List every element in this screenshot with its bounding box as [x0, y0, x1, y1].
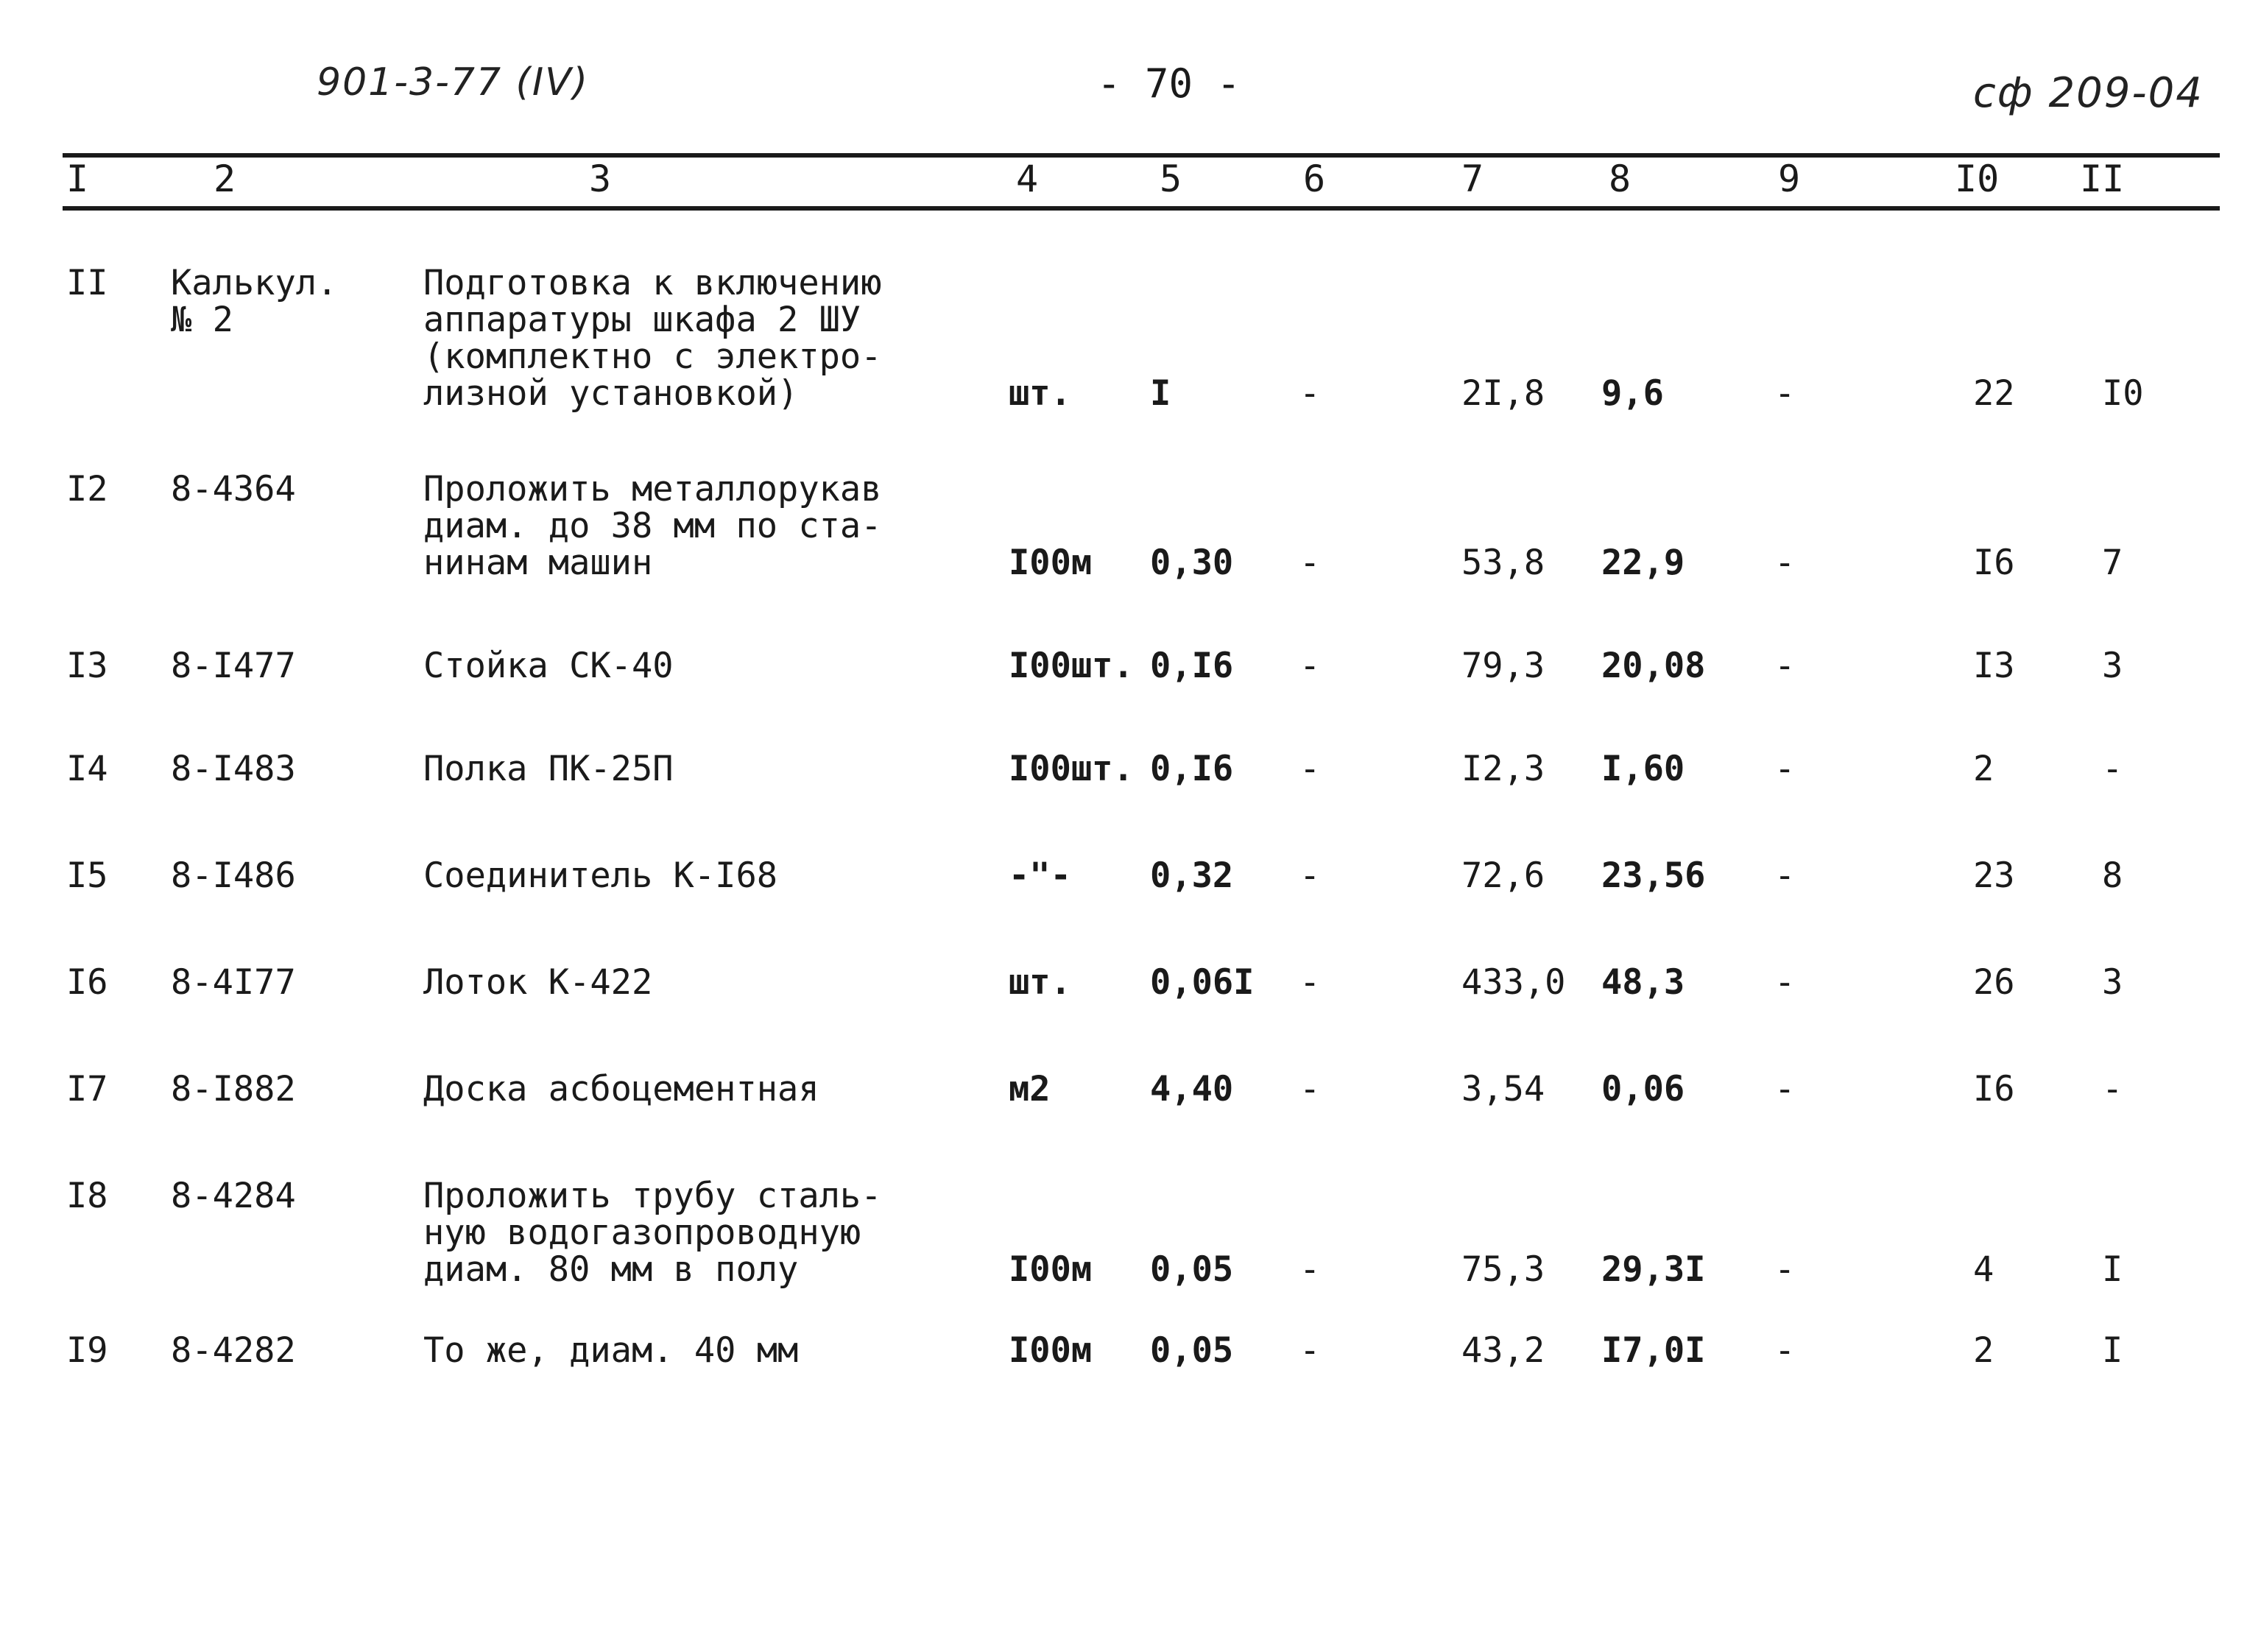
code-cell: 8-I882	[171, 1069, 296, 1109]
col11-cell: 3	[2102, 646, 2123, 686]
quantity-cell: I	[1150, 373, 1171, 414]
col6-cell: -	[1299, 749, 1321, 789]
col11-cell: I	[2102, 1249, 2123, 1290]
col11-cell: I	[2102, 1330, 2123, 1371]
col6-cell: -	[1299, 373, 1321, 414]
row-number-cell: II	[66, 263, 108, 303]
col10-cell: 23	[1973, 855, 2015, 896]
col6-cell: -	[1299, 646, 1321, 686]
row-number-cell: I2	[66, 469, 108, 509]
column-header: I0	[1955, 158, 2000, 200]
col8-cell: I7,0I	[1601, 1330, 1706, 1371]
col11-cell: -	[2102, 749, 2123, 789]
col10-cell: 2	[1973, 749, 1994, 789]
column-header: I	[66, 158, 89, 200]
col8-cell: 9,6	[1601, 373, 1664, 414]
unit-cell: шт.	[1009, 962, 1071, 1003]
col8-cell: I,60	[1601, 749, 1685, 789]
unit-cell: I00шт.	[1009, 646, 1134, 686]
page-number: - 70 -	[1097, 60, 1241, 107]
col7-cell: 72,6	[1461, 855, 1545, 896]
unit-cell: I00шт.	[1009, 749, 1134, 789]
row-number-cell: I5	[66, 855, 108, 896]
header-bottom-rule	[63, 206, 2220, 211]
col9-cell: -	[1774, 646, 1796, 686]
col9-cell: -	[1774, 1069, 1796, 1109]
col9-cell: -	[1774, 1330, 1796, 1371]
col10-cell: I6	[1973, 1069, 2015, 1109]
quantity-cell: 0,05	[1150, 1249, 1234, 1290]
sheet-code: сф 209-04	[1973, 69, 2204, 117]
col9-cell: -	[1774, 962, 1796, 1003]
code-cell: 8-4284	[171, 1176, 296, 1216]
row-number-cell: I8	[66, 1176, 108, 1216]
col7-cell: 433,0	[1461, 962, 1566, 1003]
code-cell: 8-I477	[171, 646, 296, 686]
col10-cell: I6	[1973, 543, 2015, 583]
unit-cell: I00м	[1009, 1330, 1093, 1371]
col6-cell: -	[1299, 543, 1321, 583]
col10-cell: 2	[1973, 1330, 1994, 1371]
header-top-rule	[63, 153, 2220, 158]
code-cell: 8-4282	[171, 1330, 296, 1371]
row-number-cell: I9	[66, 1330, 108, 1371]
col11-cell: -	[2102, 1069, 2123, 1109]
quantity-cell: 0,I6	[1150, 646, 1234, 686]
unit-cell: I00м	[1009, 543, 1093, 583]
col11-cell: I0	[2102, 373, 2144, 414]
quantity-cell: 0,30	[1150, 543, 1234, 583]
col9-cell: -	[1774, 855, 1796, 896]
col8-cell: 29,3I	[1601, 1249, 1706, 1290]
column-header: 3	[589, 158, 612, 200]
col10-cell: 26	[1973, 962, 2015, 1003]
col9-cell: -	[1774, 543, 1796, 583]
col7-cell: 3,54	[1461, 1069, 1545, 1109]
col7-cell: 79,3	[1461, 646, 1545, 686]
quantity-cell: 0,06I	[1150, 962, 1255, 1003]
work-description-cell: Полка ПК-25П	[423, 749, 674, 789]
col7-cell: 75,3	[1461, 1249, 1545, 1290]
unit-cell: -"-	[1009, 855, 1071, 896]
col6-cell: -	[1299, 855, 1321, 896]
col6-cell: -	[1299, 962, 1321, 1003]
work-description-cell: Стойка СК-40	[423, 646, 674, 686]
col8-cell: 23,56	[1601, 855, 1706, 896]
quantity-cell: 0,I6	[1150, 749, 1234, 789]
col8-cell: 22,9	[1601, 543, 1685, 583]
column-header: 2	[214, 158, 236, 200]
col8-cell: 48,3	[1601, 962, 1685, 1003]
code-cell: Калькул. № 2	[171, 263, 338, 340]
unit-cell: I00м	[1009, 1249, 1093, 1290]
row-number-cell: I6	[66, 962, 108, 1003]
col11-cell: 7	[2102, 543, 2123, 583]
column-header: 9	[1778, 158, 1801, 200]
work-description-cell: Лоток К-422	[423, 962, 653, 1003]
column-header: 7	[1461, 158, 1484, 200]
row-number-cell: I3	[66, 646, 108, 686]
column-header: II	[2080, 158, 2125, 200]
col7-cell: I2,3	[1461, 749, 1545, 789]
col7-cell: 53,8	[1461, 543, 1545, 583]
column-header: 8	[1609, 158, 1632, 200]
col11-cell: 8	[2102, 855, 2123, 896]
document-code: 901-3-77 (IV)	[317, 60, 590, 105]
col6-cell: -	[1299, 1330, 1321, 1371]
quantity-cell: 0,32	[1150, 855, 1234, 896]
work-description-cell: Проложить металлорукав диам. до 38 мм по ста- нинам машин	[423, 469, 882, 583]
work-description-cell: Подготовка к включению аппаратуры шкафа 2 ШУ (комплектно с электро- лизной установкой)	[423, 263, 882, 414]
col6-cell: -	[1299, 1069, 1321, 1109]
col9-cell: -	[1774, 1249, 1796, 1290]
unit-cell: м2	[1009, 1069, 1051, 1109]
work-description-cell: То же, диам. 40 мм	[423, 1330, 799, 1371]
col10-cell: I3	[1973, 646, 2015, 686]
col9-cell: -	[1774, 373, 1796, 414]
col10-cell: 4	[1973, 1249, 1994, 1290]
col7-cell: 43,2	[1461, 1330, 1545, 1371]
work-description-cell: Проложить трубу сталь- ную водогазопроводную диам. 80 мм в полу	[423, 1176, 882, 1290]
code-cell: 8-I483	[171, 749, 296, 789]
row-number-cell: I4	[66, 749, 108, 789]
column-header: 6	[1303, 158, 1326, 200]
work-description-cell: Доска асбоцементная	[423, 1069, 819, 1109]
column-header: 5	[1160, 158, 1182, 200]
quantity-cell: 4,40	[1150, 1069, 1234, 1109]
col7-cell: 2I,8	[1461, 373, 1545, 414]
code-cell: 8-I486	[171, 855, 296, 896]
col6-cell: -	[1299, 1249, 1321, 1290]
code-cell: 8-4I77	[171, 962, 296, 1003]
unit-cell: шт.	[1009, 373, 1071, 414]
col11-cell: 3	[2102, 962, 2123, 1003]
col10-cell: 22	[1973, 373, 2015, 414]
work-description-cell: Соединитель К-I68	[423, 855, 778, 896]
code-cell: 8-4364	[171, 469, 296, 509]
column-header: 4	[1016, 158, 1039, 200]
quantity-cell: 0,05	[1150, 1330, 1234, 1371]
row-number-cell: I7	[66, 1069, 108, 1109]
col9-cell: -	[1774, 749, 1796, 789]
col8-cell: 20,08	[1601, 646, 1706, 686]
col8-cell: 0,06	[1601, 1069, 1685, 1109]
